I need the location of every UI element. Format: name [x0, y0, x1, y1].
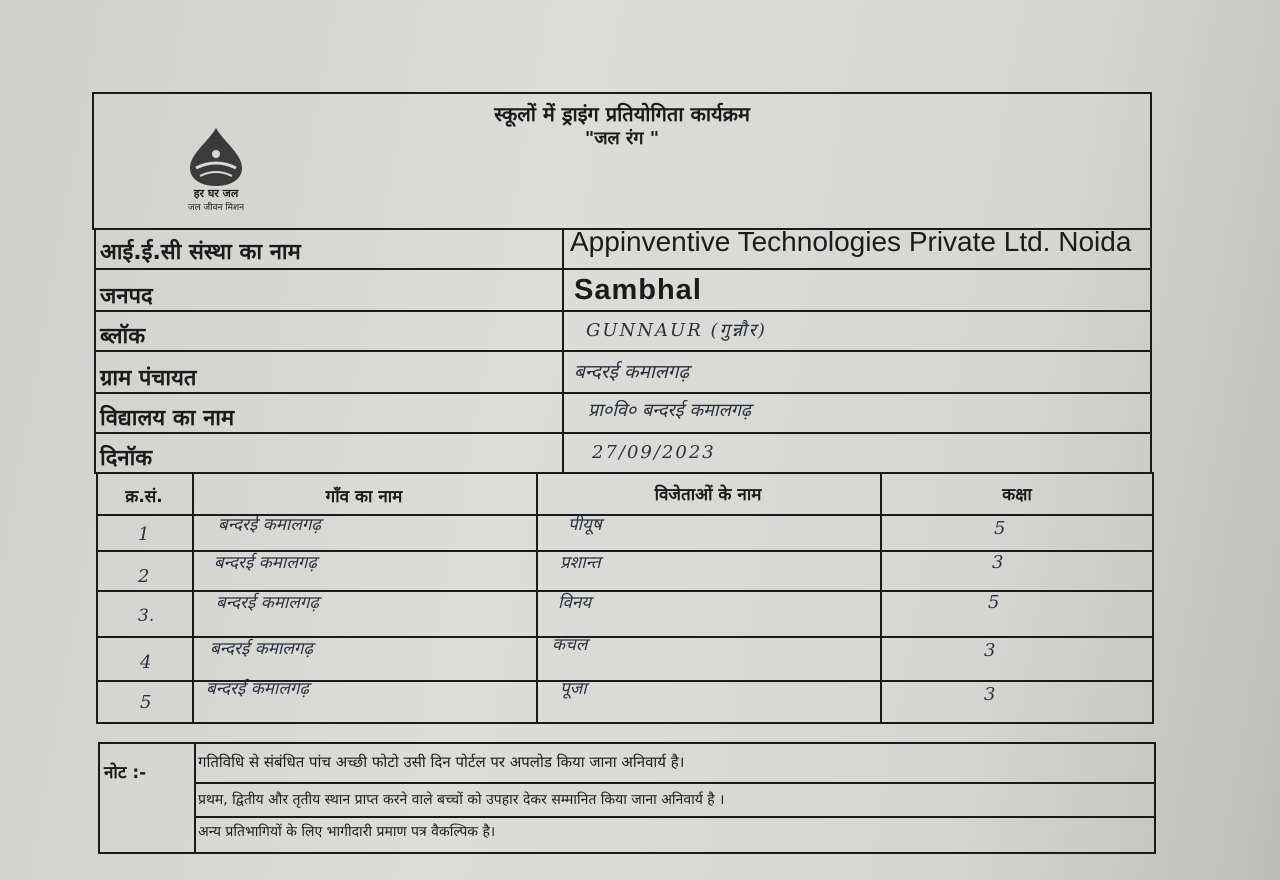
field-value-district: Sambhal [574, 274, 702, 306]
form-subtitle: "जल रंग " [584, 128, 660, 149]
form-title: स्कूलों में ड्राइंग प्रतियोगिता कार्यक्रम [494, 102, 750, 126]
field-label-gram-panchayat: ग्राम पंचायत [100, 366, 197, 391]
table-row-3-serial: 3. [138, 606, 155, 626]
table-row-5-winner: पूजा [560, 679, 587, 699]
table-row-4-class: 3 [984, 640, 996, 661]
logo-line-2: जल जीवन मिशन [187, 203, 245, 213]
field-label-district: जनपद [100, 284, 153, 309]
table-row-2-class: 3 [992, 552, 1004, 573]
column-header-village: गाँव का नाम [325, 487, 403, 507]
table-row-5-serial: 5 [140, 692, 152, 713]
field-value-gram-panchayat: बन्दरई कमालगढ़ [574, 361, 690, 383]
column-header-winner: विजेताओं के नाम [654, 485, 762, 505]
table-row-4-winner: कंचल [552, 635, 588, 655]
table-row-4-serial: 4 [140, 652, 152, 673]
field-value-date: 27/09/2023 [592, 442, 716, 463]
table-row-3-village: बन्दरई कमालगढ़ [216, 593, 319, 613]
table-row-3-winner: विनय [558, 593, 592, 613]
table-row-2-winner: प्रशान्त [560, 553, 601, 573]
field-value-block: GUNNAUR (गुन्नौर) [586, 320, 767, 341]
table-row-3-class: 5 [988, 592, 1000, 613]
table-row-4-village: बन्दरई कमालगढ़ [210, 639, 313, 659]
water-drop-logo-icon [160, 124, 272, 186]
table-row-1-village: बन्दरई कमालगढ़ [218, 515, 321, 535]
table-row-1-serial: 1 [138, 524, 150, 545]
column-header-class: कक्षा [1002, 485, 1032, 505]
note-line-2: प्रथम, द्वितीय और तृतीय स्थान प्राप्त करने वाले बच्चों को उपहार देकर सम्मानित किया जाना अनिवार्य है । [198, 792, 725, 808]
note-line-3: अन्य प्रतिभागियों के लिए भागीदारी प्रमाण पत्र वैकल्पिक है। [198, 824, 496, 840]
table-row-2-village: बन्दरई कमालगढ़ [214, 553, 317, 573]
notes-label: नोट :- [104, 763, 147, 783]
jal-jeevan-mission-logo [160, 124, 272, 216]
column-header-serial: क्र.सं. [125, 487, 163, 507]
note-line-1: गतिविधि से संबंधित पांच अच्छी फोटो उसी दिन पोर्टल पर अपलोड किया जाना अनिवार्य है। [198, 753, 685, 771]
table-row-5-village: बन्दरई कमालगढ़ [206, 679, 309, 699]
logo-line-1: हर घर जल [193, 187, 239, 200]
field-value-school-name: प्रा०वि० बन्दरई कमालगढ़ [588, 400, 752, 421]
field-label-school-name: विद्यालय का नाम [100, 406, 235, 431]
field-label-date: दिनॉक [100, 446, 153, 471]
field-label-block: ब्लॉक [100, 324, 146, 349]
table-row-2-serial: 2 [138, 566, 150, 587]
field-label-organization: आई.ई.सी संस्था का नाम [100, 240, 301, 265]
table-row-5-class: 3 [984, 684, 996, 705]
table-row-1-winner: पीयूष [568, 515, 602, 535]
field-value-organization: Appinventive Technologies Private Ltd. Noida [570, 226, 1132, 257]
table-row-1-class: 5 [994, 518, 1006, 539]
